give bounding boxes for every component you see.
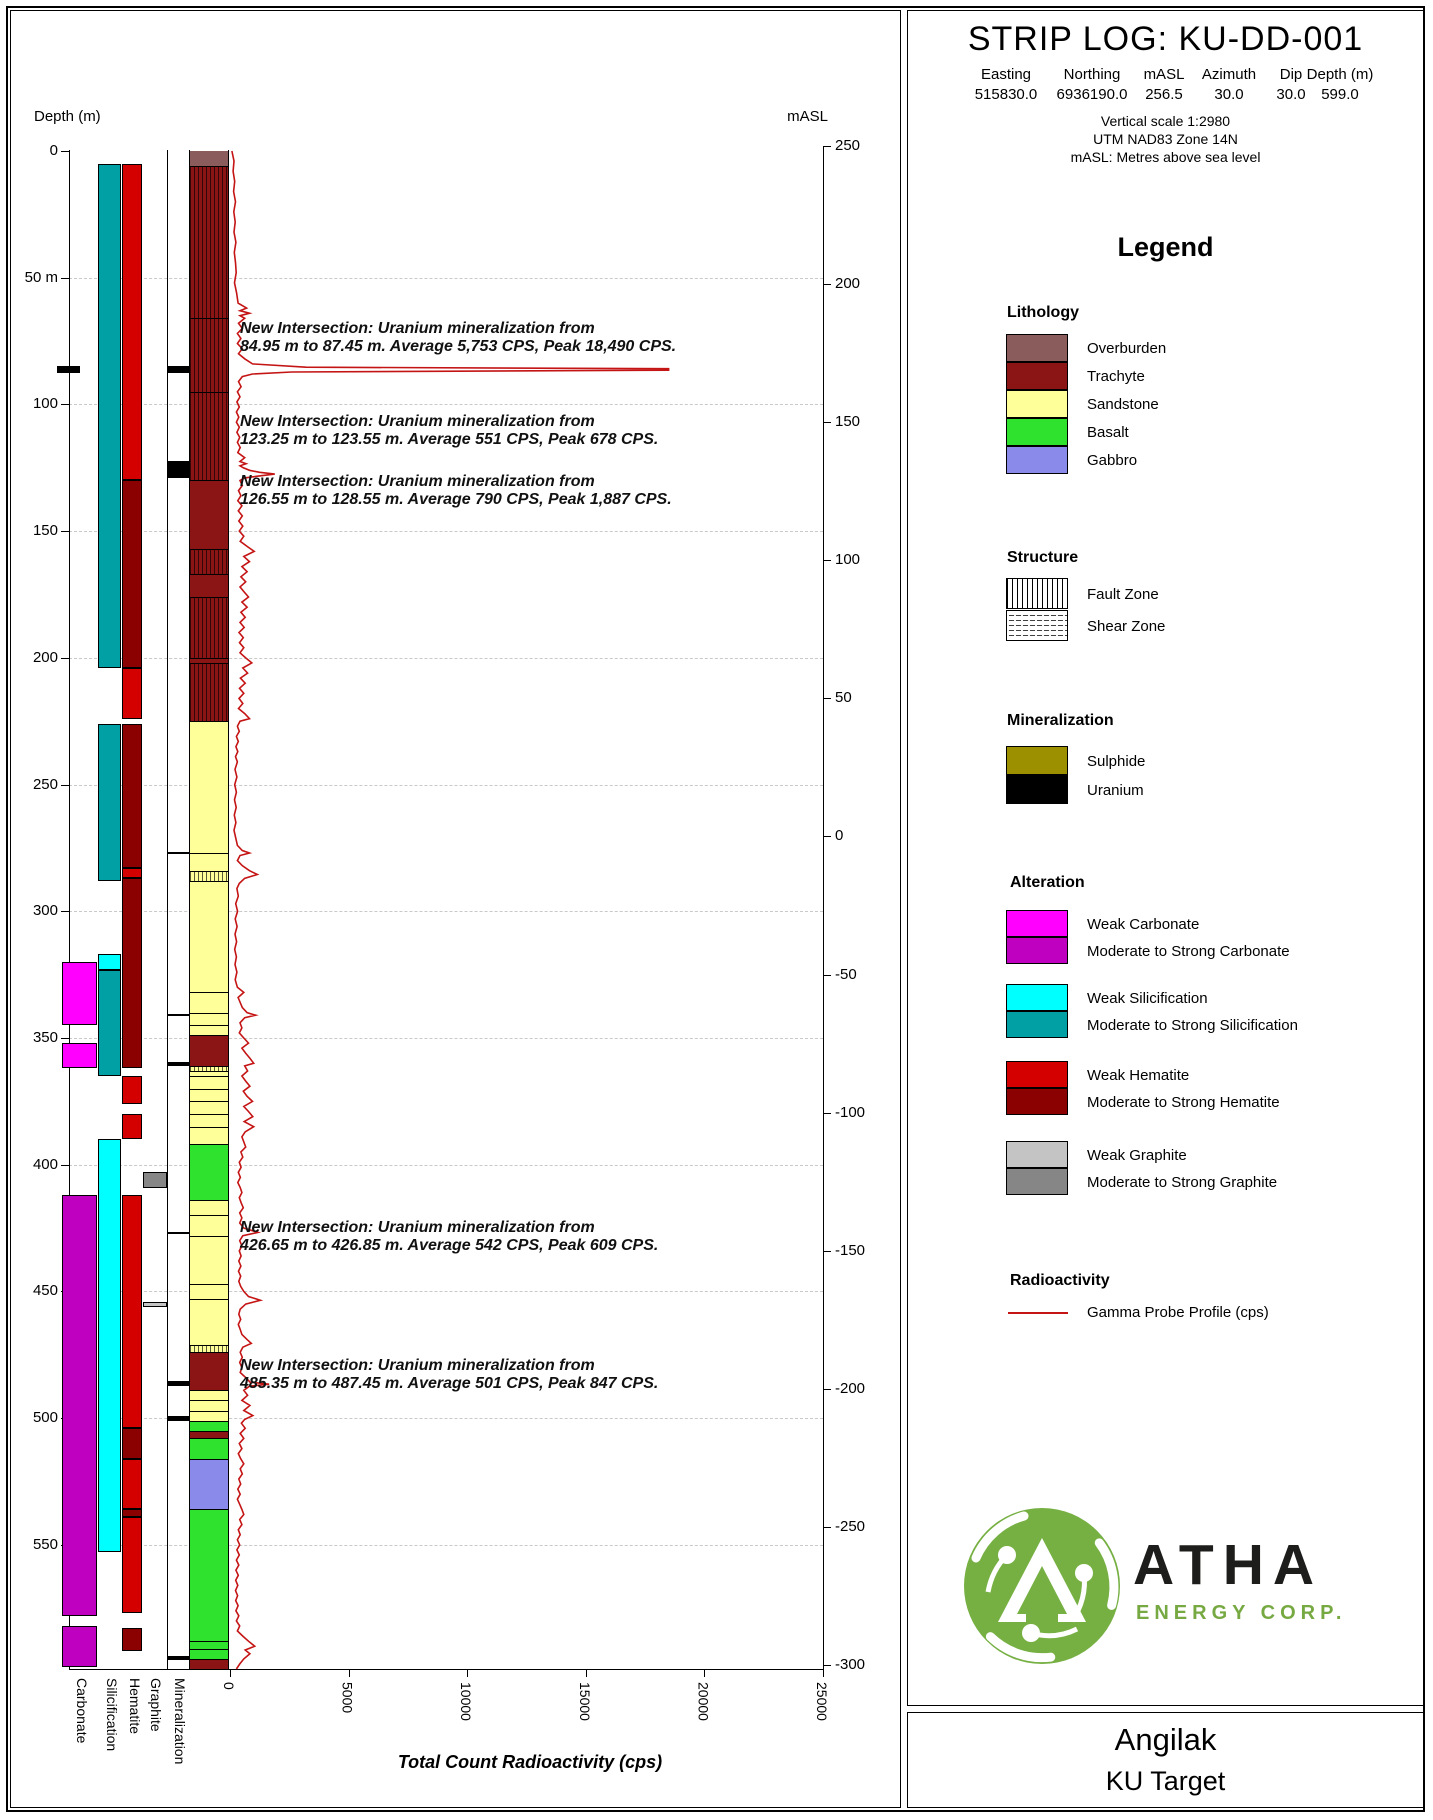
depth-tick-label: 350 bbox=[32, 1029, 58, 1046]
legend-radioactivity-heading: Radioactivity bbox=[1010, 1272, 1110, 1289]
depth-axis-title: Depth (m) bbox=[34, 108, 101, 125]
collar-value: 30.0 bbox=[1276, 86, 1306, 103]
track-label: Graphite bbox=[148, 1678, 164, 1732]
collar-header-easting: Easting bbox=[980, 66, 1032, 83]
depth-tick-label: 400 bbox=[32, 1155, 58, 1173]
legend-label-graphite_weak: Weak Graphite bbox=[1087, 1147, 1187, 1164]
legend-swatch-carbonate_weak bbox=[1006, 910, 1068, 937]
legend-swatch-overburden bbox=[1006, 334, 1068, 362]
legend-swatch-uranium bbox=[1006, 775, 1068, 804]
depth-tick-label: 500 bbox=[32, 1409, 58, 1427]
legend-lithology-heading: Lithology bbox=[1007, 304, 1079, 321]
legend-swatch-hematite_weak bbox=[1006, 1061, 1068, 1088]
cps-tick-label: 0 bbox=[221, 1682, 237, 1690]
legend-swatch-silicification_strong bbox=[1006, 1011, 1068, 1038]
note-utm-zone: UTM NAD83 Zone 14N bbox=[1093, 131, 1238, 147]
track-label: Silicification bbox=[104, 1678, 120, 1752]
collar-header-depth-m-: Depth (m) bbox=[1306, 66, 1374, 83]
legend-label-overburden: Overburden bbox=[1087, 340, 1167, 357]
legend-label-hematite_strong: Moderate to Strong Hematite bbox=[1087, 1094, 1280, 1111]
intersection-annotation: New Intersection: Uranium mineralization from 426.65 m to 426.85 m. Average 542 CPS, Peak 609 CPS. bbox=[240, 1218, 659, 1254]
collar-value: 599.0 bbox=[1321, 86, 1359, 103]
legend-swatch-graphite_weak bbox=[1006, 1141, 1068, 1168]
intersection-annotation: New Intersection: Uranium mineralization from 84.95 m to 87.45 m. Average 5,753 CPS, Peak 18,490 CPS. bbox=[240, 319, 677, 355]
collar-value: 256.5 bbox=[1145, 86, 1183, 103]
masl-tick-label: 50 bbox=[835, 689, 852, 707]
masl-tick-label: 250 bbox=[835, 137, 861, 154]
intersection-annotation: New Intersection: Uranium mineralization from 126.55 m to 128.55 m. Average 790 CPS, Peak 1,887 CPS. bbox=[240, 472, 672, 508]
track-label: Mineralization bbox=[172, 1678, 188, 1765]
track-label: Hematite bbox=[127, 1678, 143, 1735]
depth-tick-label: 250 bbox=[32, 775, 58, 793]
legend-swatch-hematite_strong bbox=[1006, 1088, 1068, 1115]
depth-tick-label: 100 bbox=[32, 395, 58, 413]
masl-tick-label: -250 bbox=[835, 1517, 866, 1535]
collar-value: 30.0 bbox=[1214, 86, 1244, 103]
legend-label-gabbro: Gabbro bbox=[1087, 452, 1138, 469]
target-name: KU Target bbox=[1105, 1766, 1226, 1796]
collar-header-masl: mASL bbox=[1143, 66, 1185, 83]
masl-tick-label: -50 bbox=[835, 965, 857, 983]
legend-label-sulphide: Sulphide bbox=[1087, 753, 1146, 770]
legend-swatch-sulphide bbox=[1006, 746, 1068, 775]
legend-swatch-shear-zone bbox=[1006, 610, 1068, 641]
legend-mineralization-heading: Mineralization bbox=[1007, 712, 1114, 729]
masl-tick-label: -100 bbox=[835, 1103, 866, 1121]
legend-gamma-line-icon bbox=[1008, 1312, 1068, 1314]
legend-label-sandstone: Sandstone bbox=[1087, 396, 1159, 413]
legend-label-shear-zone: Shear Zone bbox=[1087, 618, 1166, 635]
legend-swatch-sandstone bbox=[1006, 390, 1068, 418]
depth-tick-label: 450 bbox=[32, 1282, 58, 1300]
masl-tick-label: 150 bbox=[835, 413, 861, 431]
page-title: STRIP LOG: KU-DD-001 bbox=[967, 20, 1364, 58]
atha-logo-icon bbox=[960, 1504, 1124, 1668]
intersection-annotation: New Intersection: Uranium mineralization from 485.35 m to 487.45 m. Average 501 CPS, Peak 847 CPS. bbox=[240, 1356, 659, 1392]
collar-value: 515830.0 bbox=[974, 86, 1038, 103]
cps-tick-label: 15000 bbox=[576, 1682, 593, 1721]
masl-tick-label: 200 bbox=[835, 275, 861, 293]
cps-tick-label: 5000 bbox=[339, 1682, 356, 1714]
legend-label-hematite_weak: Weak Hematite bbox=[1087, 1067, 1190, 1084]
masl-tick-label: -300 bbox=[835, 1655, 866, 1673]
atha-logo-wordmark: ATHA bbox=[1133, 1533, 1324, 1597]
note-masl-definition: mASL: Metres above sea level bbox=[1070, 149, 1261, 165]
legend-title: Legend bbox=[1117, 232, 1214, 262]
legend-label-silicification_strong: Moderate to Strong Silicification bbox=[1087, 1017, 1298, 1034]
depth-tick-label: 0 bbox=[49, 142, 58, 159]
legend-swatch-graphite_strong bbox=[1006, 1168, 1068, 1195]
legend-swatch-trachyte bbox=[1006, 362, 1068, 390]
legend-alteration-heading: Alteration bbox=[1010, 874, 1085, 891]
legend-swatch-carbonate_strong bbox=[1006, 937, 1068, 964]
legend-swatch-basalt bbox=[1006, 418, 1068, 446]
legend-label-graphite_strong: Moderate to Strong Graphite bbox=[1087, 1174, 1278, 1191]
legend-label-silicification_weak: Weak Silicification bbox=[1087, 990, 1208, 1007]
legend-label-basalt: Basalt bbox=[1087, 424, 1129, 441]
legend-swatch-fault-zone bbox=[1006, 578, 1068, 609]
legend-label-uranium: Uranium bbox=[1087, 782, 1144, 799]
cps-tick-label: 20000 bbox=[695, 1682, 712, 1721]
collar-header-azimuth: Azimuth bbox=[1201, 66, 1257, 83]
masl-tick-label: -200 bbox=[835, 1379, 866, 1397]
legend-swatch-gabbro bbox=[1006, 446, 1068, 474]
legend-label-trachyte: Trachyte bbox=[1087, 368, 1145, 385]
legend-label-fault-zone: Fault Zone bbox=[1087, 586, 1159, 603]
depth-tick-label: 200 bbox=[32, 648, 58, 666]
collar-value: 6936190.0 bbox=[1056, 86, 1128, 103]
legend-swatch-silicification_weak bbox=[1006, 984, 1068, 1011]
masl-tick-label: 0 bbox=[835, 827, 844, 845]
legend-label-gamma-probe: Gamma Probe Profile (cps) bbox=[1087, 1304, 1269, 1321]
legend-label-carbonate_weak: Weak Carbonate bbox=[1087, 916, 1200, 933]
cps-tick-label: 25000 bbox=[814, 1682, 830, 1721]
atha-logo-subtitle: ENERGY CORP. bbox=[1136, 1602, 1347, 1624]
cps-axis-title: Total Count Radioactivity (cps) bbox=[397, 1752, 663, 1772]
project-name: Angilak bbox=[1114, 1722, 1217, 1757]
masl-axis-title: mASL bbox=[787, 108, 828, 125]
track-label: Carbonate bbox=[74, 1678, 90, 1744]
masl-tick-label: -150 bbox=[835, 1241, 866, 1259]
depth-tick-label: 550 bbox=[32, 1535, 58, 1553]
note-vertical-scale: Vertical scale 1:2980 bbox=[1100, 113, 1231, 129]
masl-tick-label: 100 bbox=[835, 551, 861, 569]
intersection-annotation: New Intersection: Uranium mineralization from 123.25 m to 123.55 m. Average 551 CPS, Peak 678 CPS. bbox=[240, 413, 659, 449]
legend-structure-heading: Structure bbox=[1007, 549, 1079, 566]
collar-header-northing: Northing bbox=[1063, 66, 1121, 83]
depth-tick-label: 50 m bbox=[24, 268, 58, 286]
cps-tick-label: 10000 bbox=[458, 1682, 475, 1721]
depth-tick-label: 150 bbox=[32, 522, 58, 540]
depth-tick-label: 300 bbox=[32, 902, 58, 920]
collar-header-dip: Dip bbox=[1279, 66, 1303, 83]
legend-label-carbonate_strong: Moderate to Strong Carbonate bbox=[1087, 943, 1290, 960]
